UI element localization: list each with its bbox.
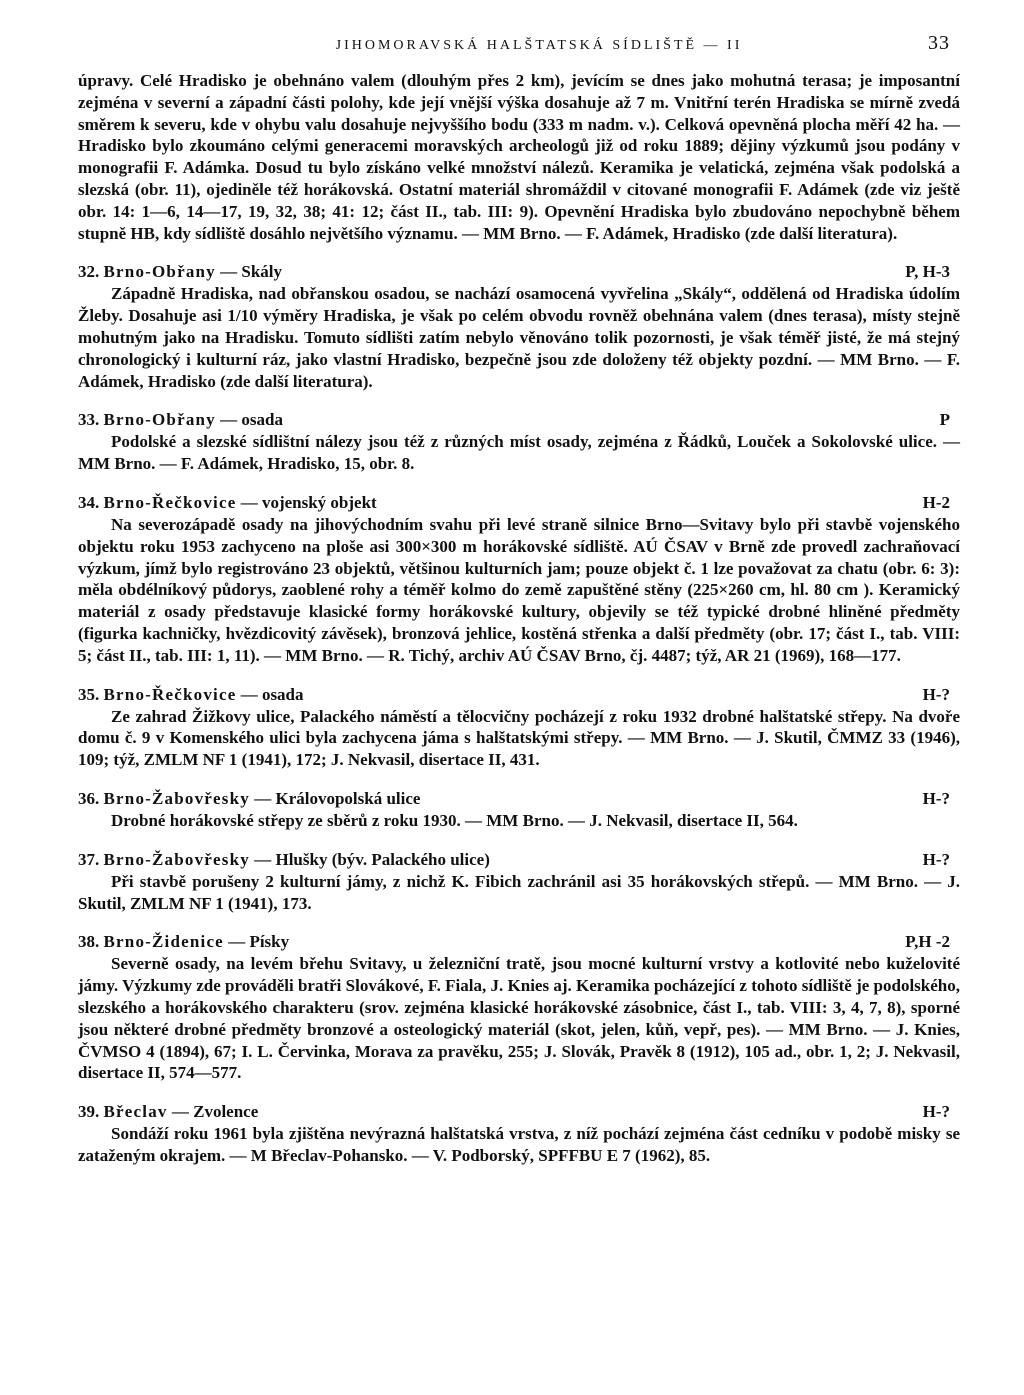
entry-title <box>78 788 420 810</box>
entry-text: Sondáží roku 1961 byla zjištěna nevýrazná halštatská vrstva, z níž pochází zejména část cedníku v podobě misky se zataženým okrajem. — M Břeclav-Pohansko. — V. Podborský, SPFFBU E 7 (1962), 85. <box>78 1124 960 1165</box>
running-head <box>78 30 960 64</box>
site-locality: — Zvolence <box>171 1102 259 1122</box>
entry-text: Podolské a slezské sídlištní nálezy jsou též z různých míst osady, zejména z Řádků, Louček a Sokolovské ulice. — MM Brno. — F. Adámek, Hradisko, 15, obr. 8. <box>78 432 960 474</box>
entry-text: Ze zahrad Žižkovy ulice, Palackého náměstí a tělocvičny pocházejí z roku 1932 drobné halštatské střepy. Na dvoře domu č. 9 v Komenského ulici byla zachycena jáma s halštatskými střepy. — MM Brno. — J. Skutil, ČMMZ 33 (1946), 109; týž, ZMLM NF 1 (1941), 172; J. Nekvasil, disertace II, 431. <box>78 706 960 770</box>
entry-heading <box>78 261 960 283</box>
entry-title <box>78 261 282 283</box>
site-entry-33 <box>78 409 960 475</box>
site-name: Brno-Řečkovice <box>103 492 237 512</box>
site-locality: — osada <box>220 410 283 430</box>
culture-code: P, H-3 <box>905 262 950 282</box>
site-locality: — Písky <box>228 932 290 952</box>
site-entry-39 <box>78 1101 960 1167</box>
site-name: Břeclav <box>103 1102 168 1122</box>
culture-code: H-? <box>922 684 950 704</box>
site-locality: — Královopolská ulice <box>254 788 421 808</box>
entry-title <box>78 1101 258 1123</box>
entry-heading <box>78 931 960 953</box>
culture-code: P <box>939 410 950 430</box>
site-entry-34 <box>78 492 960 667</box>
entry-number: 39. <box>78 1102 100 1122</box>
site-entry-32 <box>78 261 960 392</box>
site-locality: — vojenský objekt <box>240 492 377 512</box>
entry-number: 37. <box>78 849 100 869</box>
culture-code: P,H -2 <box>905 932 950 952</box>
culture-code: H-? <box>922 1102 950 1122</box>
entry-heading <box>78 788 960 810</box>
entry-number: 33. <box>78 410 100 430</box>
site-name: Brno-Řečkovice <box>103 684 237 704</box>
site-locality: — Skály <box>220 262 283 282</box>
culture-code: H-? <box>922 849 950 869</box>
entry-title <box>78 931 289 953</box>
culture-code: H-2 <box>922 492 950 512</box>
intro-paragraph: úpravy. Celé Hradisko je obehnáno valem (dlouhým přes 2 km), jevícím se dnes jako mohutná terasa; je imposantní zejména v severní a západní části polohy, kde její vnější výška dosahuje až 7 m. Vnitřní terén Hradiska se mírně zvedá směrem k severu, kde v ohybu valu dosahuje nejvyššího bodu (333 m nadm. v.). Celková opevněná plocha měří 42 ha. — Hradisko bylo zkoumáno celými generacemi moravských archeologů již od roku 1889; dějiny výzkumů jsou podány v monografii F. Adámka. Dosud tu bylo získáno velké množství nálezů. Keramika je velatická, zejména však podolská a slezská (obr. 11), ojediněle též horákovská. Ostatní materiál shromáždil v citované monografii F. Adámek (zde viz ještě obr. 14: 1—6, 14—17, 19, 32, 38; 41: 12; část II., tab. III: 9). Opevnění Hradiska bylo zbudováno nepochybně během stupně HB, kdy sídliště dosáhlo největšího významu. — MM Brno. — F. Adámek, Hradisko (zde další literatura). <box>78 71 960 243</box>
entry-title <box>78 684 304 706</box>
site-entry-38 <box>78 931 960 1084</box>
entry-number: 32. <box>78 262 100 282</box>
entry-heading <box>78 492 960 514</box>
entry-title <box>78 492 377 514</box>
site-locality: — Hlušky (býv. Palackého ulice) <box>254 849 490 869</box>
site-entry-37 <box>78 849 960 915</box>
entry-title <box>78 409 283 431</box>
entry-text: Západně Hradiska, nad obřanskou osadou, se nachází osamocená vyvřelina „Skály“, oddělená od Hradiska údolím Žleby. Dosahuje asi 1/10 výměry Hradiska, je však po celém obvodu rovněž obehnána valem (dnes terasa), místy stejně mohutným jako na Hradisku. Tomuto sídlišti zatím nebylo věnováno tolik pozornosti, je však téměř jisté, že má stejný chronologický i kulturní ráz, jako vlastní Hradisko, bezpečně jsou zde doloženy též objekty pozdní. — MM Brno. — F. Adámek, Hradisko (zde další literatura). <box>78 284 960 391</box>
culture-code: H-? <box>922 788 950 808</box>
entry-text: Na severozápadě osady na jihovýchodním svahu při levé straně silnice Brno—Svitavy bylo při stavbě vojenského objektu roku 1953 zachyceno na ploše asi 300×300 m horákovské sídliště. AÚ ČSAV v Brně zde provedl zachraňovací výzkum, jímž bylo registrováno 23 objektů, většinou kulturních jam; pouze objekt č. 1 lze považovat za chatu (obr. 6: 3): měla obdélníkový půdorys, zaoblené rohy a téměř kolmo do země zapuštěné stěny (225×260 cm, hl. 80 cm ). Keramický materiál z osady představuje klasické formy horákovské kultury, objevily se též typické drobné hliněné předměty (figurka kachničky, hvězdicovitý závěsek), bronzová jehlice, kostěná střenka a další předměty (obr. 17; část I., tab. VIII: 5; část II., tab. III: 1, 11). — MM Brno. — R. Tichý, archiv AÚ ČSAV Brno, čj. 4487; týž, AR 21 (1969), 168—177. <box>78 514 960 665</box>
page-number: 33 <box>928 32 950 54</box>
site-entry-35 <box>78 684 960 771</box>
entry-heading <box>78 849 960 871</box>
entry-title <box>78 849 490 871</box>
site-name: Brno-Židenice <box>103 932 224 952</box>
entry-text: Drobné horákovské střepy ze sběrů z roku 1930. — MM Brno. — J. Nekvasil, disertace II, 564. <box>111 810 798 830</box>
running-title: JIHOMORAVSKÁ HALŠTATSKÁ SÍDLIŠTĚ — II <box>335 38 743 53</box>
site-locality: — osada <box>240 684 304 704</box>
site-entry-36 <box>78 788 960 832</box>
entry-text: Při stavbě porušeny 2 kulturní jámy, z nichž K. Fibich zachránil asi 35 horákovských střepů. — MM Brno. — J. Skutil, ZMLM NF 1 (1941), 173. <box>78 871 960 913</box>
entry-heading <box>78 684 960 706</box>
entry-heading <box>78 1101 960 1123</box>
entry-number: 34. <box>78 492 100 512</box>
site-name: Brno-Obřany <box>103 262 216 282</box>
entry-text: Severně osady, na levém břehu Svitavy, u železniční tratě, jsou mocné kulturní vrstvy a kotlovité nebo kuželovité jámy. Výzkumy zde prováděli bratři Slovákové, F. Fiala, J. Knies aj. Keramika pocházející z tohoto sídliště je podolského, slezského a horákovského charakteru (srov. zejména klasické horákovské zásobnice, část I., tab. VIII: 3, 4, 7, 8), sporné jsou některé drobné předměty bronzové a osteologický materiál (skot, jelen, kůň, vepř, pes). — MM Brno. — J. Knies, ČVMSO 4 (1894), 67; I. L. Červinka, Morava za pravěku, 255; J. Slovák, Pravěk 8 (1912), 105 ad., obr. 1, 2; J. Nekvasil, disertace II, 574—577. <box>78 954 960 1083</box>
entry-number: 35. <box>78 684 100 704</box>
entry-number: 38. <box>78 932 100 952</box>
entry-number: 36. <box>78 788 100 808</box>
site-name: Brno-Žabovřesky <box>103 788 250 808</box>
entry-heading <box>78 409 960 431</box>
site-name: Brno-Obřany <box>103 410 216 430</box>
site-name: Brno-Žabovřesky <box>103 849 250 869</box>
